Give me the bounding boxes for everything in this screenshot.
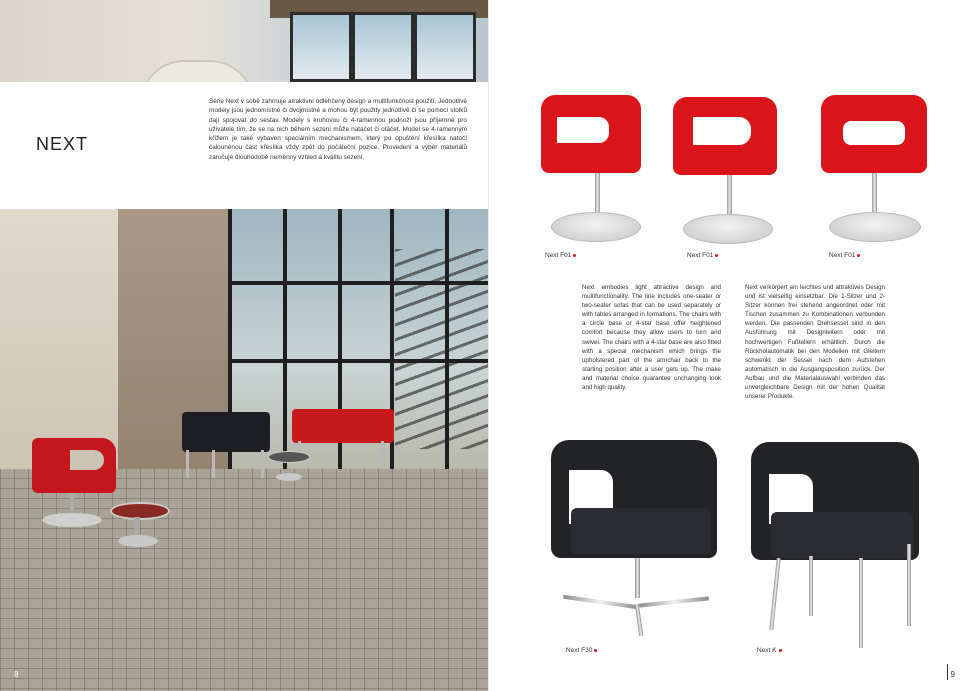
interior-main-photo (0, 209, 489, 691)
accent-dot (573, 254, 576, 257)
product-label: Next F01 (829, 252, 860, 259)
product-label: Next K (757, 647, 782, 654)
red-armchair (32, 438, 116, 493)
window-frame (445, 209, 449, 474)
red-sofa (292, 409, 394, 443)
accent-dot (715, 254, 718, 257)
window-frame (228, 359, 489, 363)
product-label: Next F30 (566, 647, 597, 654)
window-pane (290, 12, 352, 82)
product-next-k (749, 440, 924, 650)
side-table (268, 451, 310, 463)
window-frame (283, 209, 287, 474)
product-next-f30 (551, 440, 721, 640)
black-sofa (182, 412, 270, 452)
page-number: 8 (14, 670, 19, 679)
product-next-f01-angled (539, 95, 649, 245)
intro-band (0, 82, 489, 209)
accent-dot (779, 649, 782, 652)
accent-dot (857, 254, 860, 257)
description-de: Next verkörpert ein leichtes und attraktives Design und ist vielseitig einsetzbar. Die 1-Sitzer und 2-Sitzer können frei stehend angeordnet oder mit Tischen zusammen zu Kombinationen verbunden werden. Die passenden Drehsessel sind in den Ausführung mit Designleitern oder mit hochwertigen Fußtellern erhältlich. Durch die Rückholautomatik bei den Modellen mit Gleitern schwenkt der Sessel nach dem Aufstehen automatisch in die Ausgangsposition zurück. Der Aufbau und die Materialauswahl verbinden das unvergleichbare Design mit der hohen Qualität unserer Produkte. (745, 284, 885, 401)
accent-dot (594, 649, 597, 652)
side-table-base (276, 473, 302, 481)
staircase (395, 249, 489, 449)
chair-stem (70, 493, 74, 515)
chair-base (42, 513, 102, 527)
page-number-rule (947, 664, 948, 680)
description-en: Next embodies light attractive design and multifunctionality. The line includes one-seater or two-seater sofas that can be used separately or with tables arranged in formations. The chairs with a circle base or 4-star base offer heightened comfort because they allow users to turn and swivel. The chairs with a 4-star base are also fitted with a special mechanism which brings the upholstered part of the armchair back to the starting position after a user gets up. The make and material choice guarantee unchanging look and high quality. (582, 284, 721, 392)
product-label: Next F01 (687, 252, 718, 259)
product-next-f01-side (669, 97, 781, 247)
wall-arch (140, 60, 254, 82)
page-number: 9 (950, 670, 955, 679)
window-pane (352, 12, 414, 82)
coffee-table (110, 502, 170, 520)
window-pane (414, 12, 476, 82)
coffee-table-base (118, 535, 158, 547)
product-next-f01-front (819, 95, 929, 245)
page-title: NEXT (36, 134, 89, 154)
intro-text-cz: Série Next v sobě zahrnuje atraktivní odlehčený design a multifunkčnost použití. Jednotlivé modely jsou jednomístné či dvojmístné a mohou být použity jednotlivě či se pomocí stolků dají spojovat do sestav. Modely s kruhovou či 4-ramennou podnoží jsou příjemné pro uživatele tím, že se na nich během sezení může natáčet či otáčet. Model se 4-ramenným křížem je také vybaven speciálním mechanismem, který po opuštění křesílka natočí čalouněnou část křesílka vždy zpět do počáteční pozice. Provedení a výběr materiálů zaručuje dlouhodobě neměnný vzhled a kvalitu sezení. (209, 98, 467, 161)
product-label: Next F01 (545, 252, 576, 259)
right-page (489, 0, 960, 691)
interior-top-photo (0, 0, 489, 82)
window-frame (228, 281, 489, 285)
